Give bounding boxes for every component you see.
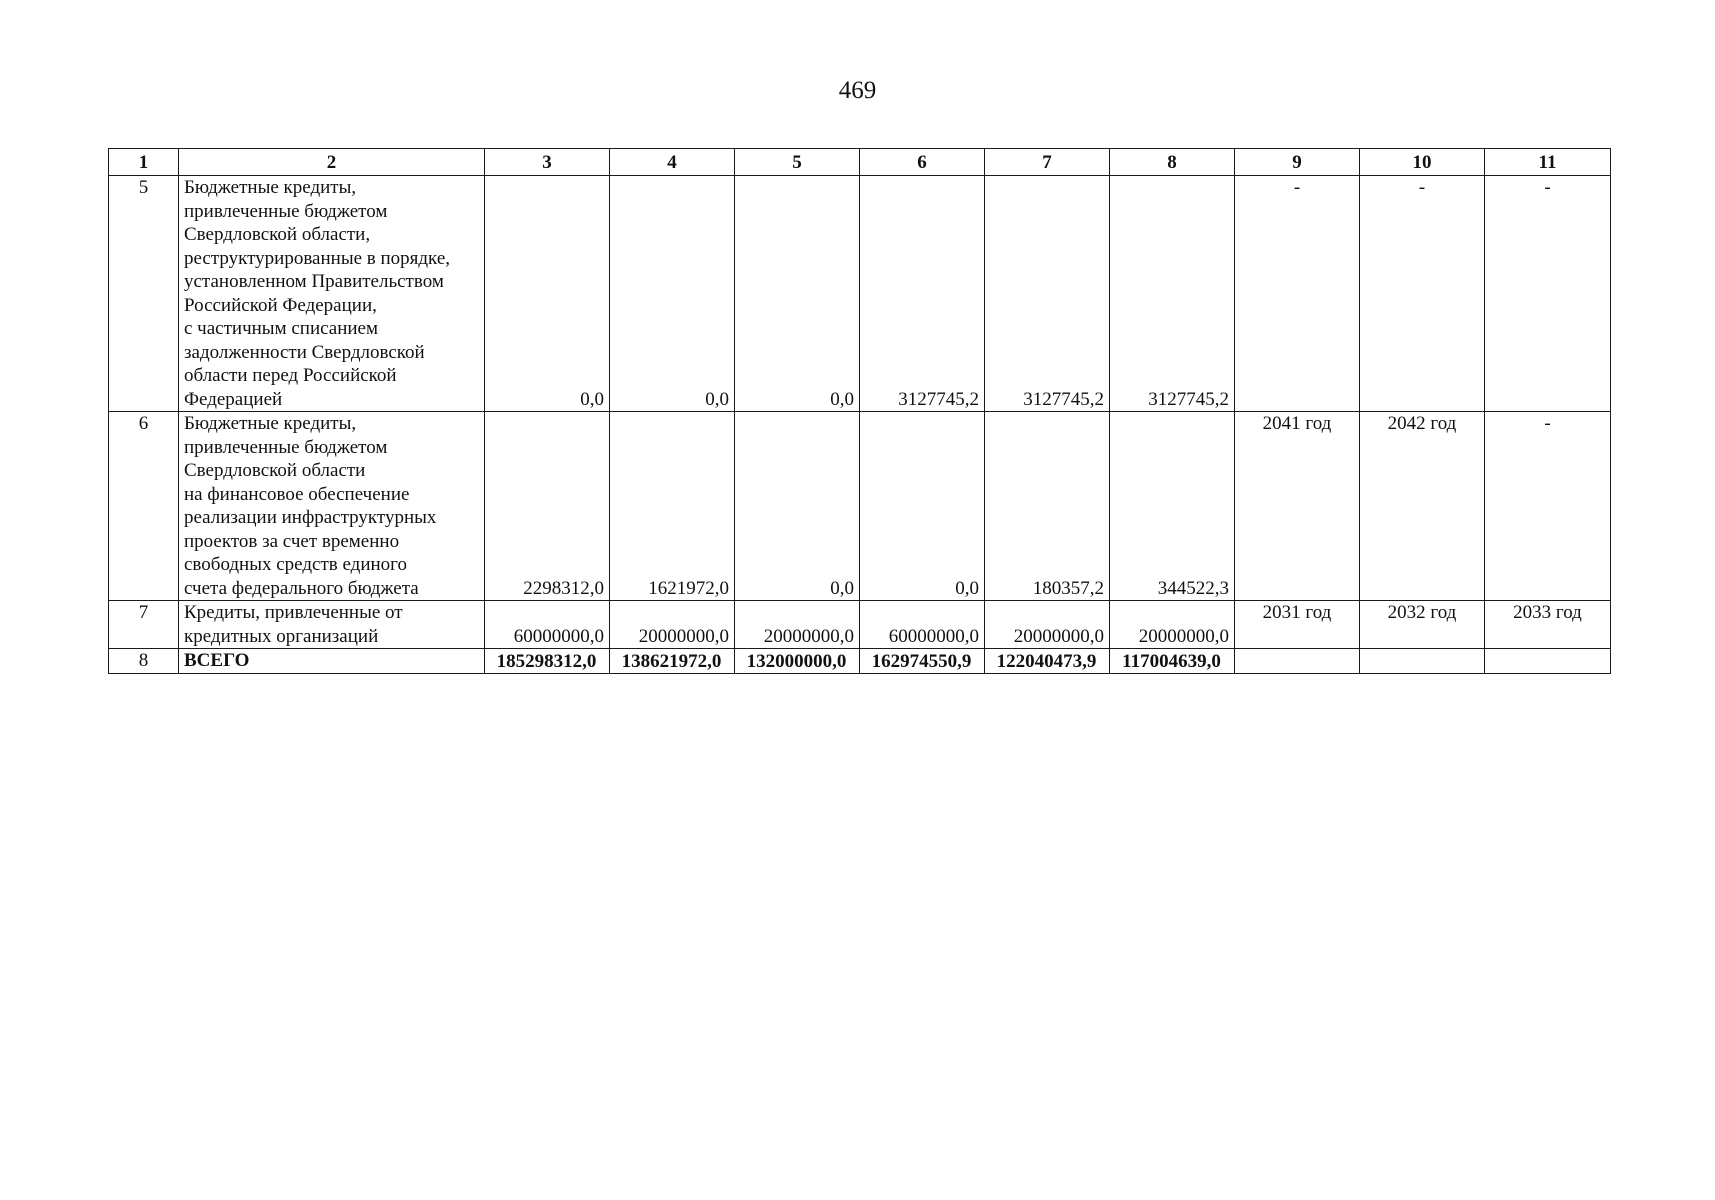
table-row <box>109 412 1611 601</box>
column-header: 8 <box>1110 149 1235 176</box>
row-name: Бюджетные кредиты, привлеченные бюджетом Свердловской области на финансовое обеспечение реализации инфраструктурных проектов за счет временно свободных средств единого счета федерального бюджета <box>179 412 485 601</box>
row-number: 8 <box>109 649 179 674</box>
value-cell: 1621972,0 <box>610 412 735 601</box>
value-cell: 344522,3 <box>1110 412 1235 601</box>
value-cell: 0,0 <box>735 412 860 601</box>
value-cell: 20000000,0 <box>735 601 860 649</box>
value-cell: 0,0 <box>610 176 735 412</box>
table-row <box>109 601 1611 649</box>
page-number: 469 <box>838 77 877 104</box>
column-header: 1 <box>109 149 179 176</box>
column-header: 2 <box>179 149 485 176</box>
year-cell: 2031 год <box>1235 601 1360 649</box>
total-value-cell: 162974550,9 <box>860 649 985 674</box>
row-number: 5 <box>109 176 179 412</box>
value-cell: 20000000,0 <box>985 601 1110 649</box>
value-cell: 60000000,0 <box>485 601 610 649</box>
column-header: 11 <box>1485 149 1611 176</box>
year-cell: - <box>1235 176 1360 412</box>
column-header: 7 <box>985 149 1110 176</box>
table-row <box>109 176 1611 412</box>
column-header: 6 <box>860 149 985 176</box>
total-value-cell: 132000000,0 <box>735 649 860 674</box>
value-cell: 3127745,2 <box>1110 176 1235 412</box>
year-cell <box>1360 649 1485 674</box>
row-name: Бюджетные кредиты, привлеченные бюджетом Свердловской области, реструктурированные в порядке, установленном Правительством Российской Федерации, с частичным списанием задолженности Свердловской области перед Российской Федерацией <box>179 176 485 412</box>
value-cell: 3127745,2 <box>860 176 985 412</box>
total-row <box>109 649 1611 674</box>
total-value-cell: 138621972,0 <box>610 649 735 674</box>
year-cell: - <box>1360 176 1485 412</box>
year-cell <box>1485 649 1611 674</box>
year-cell: 2032 год <box>1360 601 1485 649</box>
total-value-cell: 122040473,9 <box>985 649 1110 674</box>
value-cell: 2298312,0 <box>485 412 610 601</box>
row-number: 6 <box>109 412 179 601</box>
value-cell: 20000000,0 <box>1110 601 1235 649</box>
value-cell: 3127745,2 <box>985 176 1110 412</box>
year-cell: 2033 год <box>1485 601 1611 649</box>
year-cell: 2041 год <box>1235 412 1360 601</box>
year-cell: - <box>1485 176 1611 412</box>
value-cell: 0,0 <box>860 412 985 601</box>
year-cell: - <box>1485 412 1611 601</box>
value-cell: 60000000,0 <box>860 601 985 649</box>
column-header: 5 <box>735 149 860 176</box>
row-number: 7 <box>109 601 179 649</box>
column-header: 10 <box>1360 149 1485 176</box>
column-header: 9 <box>1235 149 1360 176</box>
total-value-cell: 185298312,0 <box>485 649 610 674</box>
header-row <box>109 149 1611 176</box>
total-label: ВСЕГО <box>179 649 485 674</box>
year-cell <box>1235 649 1360 674</box>
debt-table <box>108 148 1611 674</box>
value-cell: 20000000,0 <box>610 601 735 649</box>
column-header: 4 <box>610 149 735 176</box>
total-value-cell: 117004639,0 <box>1110 649 1235 674</box>
year-cell: 2042 год <box>1360 412 1485 601</box>
value-cell: 0,0 <box>735 176 860 412</box>
value-cell: 180357,2 <box>985 412 1110 601</box>
column-header: 3 <box>485 149 610 176</box>
row-name: Кредиты, привлеченные от кредитных организаций <box>179 601 485 649</box>
value-cell: 0,0 <box>485 176 610 412</box>
